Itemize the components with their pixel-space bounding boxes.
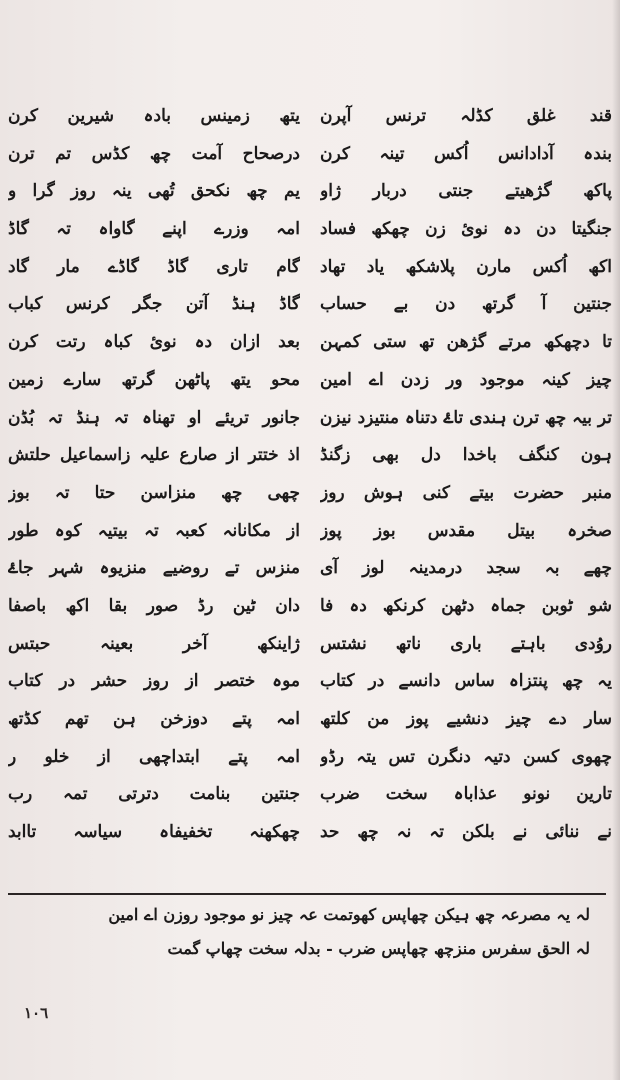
verse-line: یہ چھ پنتزاہ ساس دانسے در کتاب bbox=[320, 671, 612, 692]
right-verse-column bbox=[8, 98, 302, 890]
footnote: لہ یہ مصرعہ چھ ہیکن چھاپس کھوتمت عہ چیز نو موجود روزن اے امین bbox=[108, 905, 590, 924]
verse-line: تا دچھکھ مرتے گژھن تھ ستی کمہن bbox=[320, 332, 612, 353]
verse-line: اذ ختتر از صارع علیہ زاسماعیل حلتش bbox=[8, 445, 300, 466]
verse-line: تارین نونو عذاباہ سخت ضرب bbox=[320, 784, 612, 805]
verse-line: چھے بہ سجد درمدینہ لوز آی bbox=[320, 558, 612, 579]
verse-line: گام تاری گاڈ گاڈے مار گاد bbox=[8, 256, 300, 277]
left-verse-column bbox=[318, 98, 612, 890]
verse-line: روُدی باہتے باری ناتھ نشتس bbox=[320, 633, 612, 654]
footnotes bbox=[20, 898, 600, 966]
verse-line: شو ٹوبن جماہ دٹھن کرنکھ دہ فا bbox=[320, 595, 612, 616]
verse-line: جنتین بنامت دترتی تمہ رب bbox=[8, 784, 300, 805]
verse-line: اکھ اُکس مارن پلاشکھ یاد تھاد bbox=[320, 256, 612, 277]
verse-line: صخرہ بیتل مقدس بوز پوز bbox=[320, 520, 612, 541]
verse-line: چھوی کسن دتیہ دنگرن تس یتہ رڈو bbox=[320, 746, 612, 767]
verse-line: تر بیہ چھ ترن ہندی تاۓ دتناہ منتیزد نیزن bbox=[320, 407, 612, 428]
footnote-divider bbox=[8, 893, 606, 895]
verse-line: یتھ زمینس بادہ شیرین کرن bbox=[8, 106, 300, 126]
verse-line: بعد ازان دہ نوئ کباہ رتت کرن bbox=[8, 332, 300, 353]
verse-line: جانور تریئے او تھناہ تہ ہنڈ تہ بُڈن bbox=[8, 407, 300, 428]
verse-line: نے ننائی نے بلکن تہ نہ چھ حد bbox=[320, 822, 612, 843]
page-number: ١٠٦ bbox=[24, 1004, 49, 1022]
verse-line: دان ٹین رڈ صور بقا اکھ باصفا bbox=[8, 595, 300, 616]
verse-line: سار دے چیز دنشیے پوز من کلتھ bbox=[320, 709, 612, 729]
verse-line: یم چھ نکحق تُھی ینہ روز گرا و bbox=[8, 181, 300, 202]
verse-line: درصحاح آمت چھ کڈس تم ترن bbox=[8, 143, 300, 164]
verse-line: گاڈ ہنڈ آتن جگر کرنس کباب bbox=[8, 294, 300, 315]
verse-line: جنتین آ گرتھ دن بے حساب bbox=[320, 294, 612, 315]
verse-line: چھی چھ منزاسن حتا تہ بوز bbox=[8, 482, 300, 503]
verse-line: ژاینکھ آخر بعینہ حبتس bbox=[8, 633, 300, 654]
page-edge-shadow bbox=[612, 0, 620, 1080]
verse-columns bbox=[8, 98, 612, 890]
verse-line: امہ پتے ابتداچھی از خلو ر bbox=[8, 746, 300, 767]
verse-line: از مکانانہ کعبہ تہ بیتیہ کوہ طور bbox=[8, 520, 300, 541]
verse-line: ہون کنگف باخدا دل بھی زگنڈ bbox=[320, 445, 612, 466]
verse-line: امہ پتے دوزخن ہن تھم کڈتھ bbox=[8, 709, 300, 729]
verse-line: قند غلق کڈلہ ترنس آپرن bbox=[320, 106, 612, 126]
verse-line: منبر حضرت بیتے کنی ہوش روز bbox=[320, 482, 612, 503]
verse-line: چیز کینہ موجود ور زدن اے امین bbox=[320, 369, 612, 390]
verse-line: موہ ختصر از روز حشر در کتاب bbox=[8, 671, 300, 692]
verse-line: منزس تے روضیے منزیوہ شہر جاۓ bbox=[8, 558, 300, 579]
verse-line: چھکھنہ تخفیفاہ سیاسہ تاابد bbox=[8, 822, 300, 843]
verse-line: پاکھ گژھیتے جنتی دربار ژاو bbox=[320, 181, 612, 202]
verse-line: جنگیتا دن دہ نوئ زن چھکھ فساد bbox=[320, 219, 612, 240]
verse-line: محو یتھ پاٹھن گرتھ سارے زمین bbox=[8, 369, 300, 390]
verse-line: بندہ آدادانس اُکس تینہ کرن bbox=[320, 143, 612, 164]
verse-line: امہ وزرے اپنے گاواہ تہ گاڈ bbox=[8, 219, 300, 240]
footnote: لہ الحق سفرس منزچھ چھاپس ضرب - بدلہ سخت چھاپ گمت bbox=[167, 939, 590, 958]
